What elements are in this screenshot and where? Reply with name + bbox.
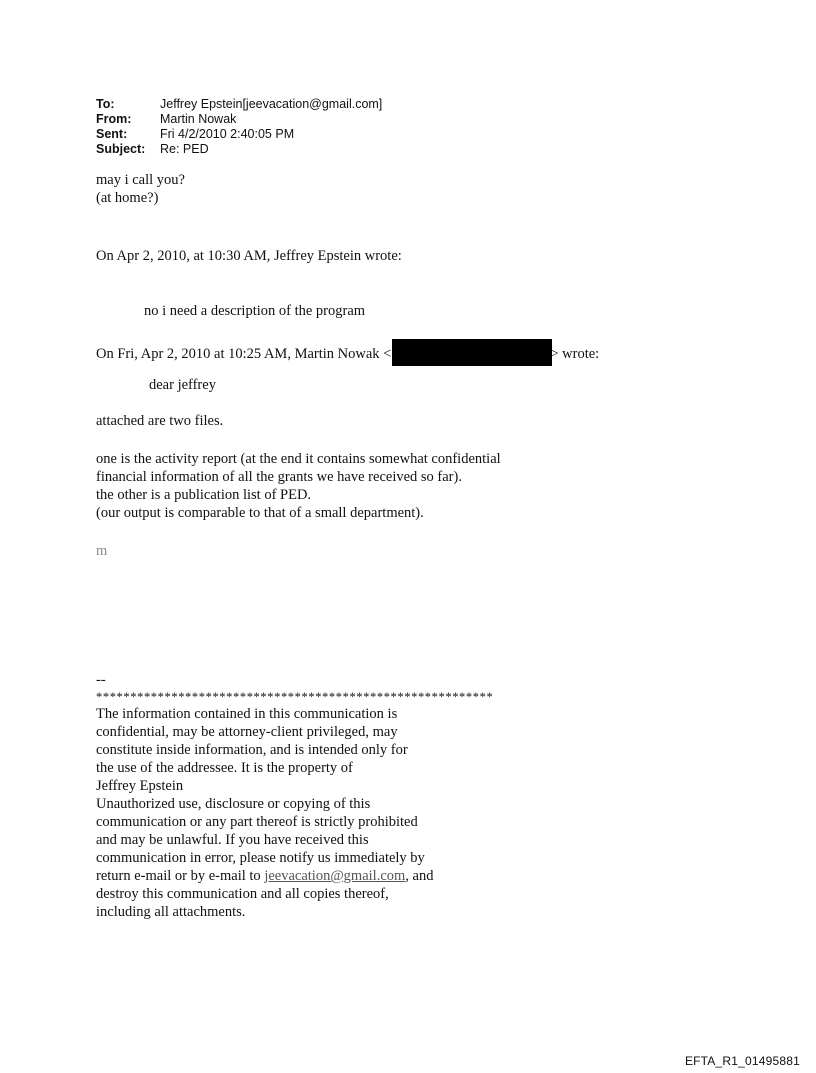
email-header bbox=[96, 97, 382, 157]
subject-value: Re: PED bbox=[160, 142, 209, 156]
separator-stars: ********************************************************** bbox=[96, 690, 494, 704]
from-value: Martin Nowak bbox=[160, 112, 237, 126]
from-label: From: bbox=[96, 112, 132, 126]
quote1-header: On Apr 2, 2010, at 10:30 AM, Jeffrey Epstein wrote: bbox=[96, 248, 402, 264]
to-value: Jeffrey Epstein[jeevacation@gmail.com] bbox=[160, 97, 383, 111]
sent-label: Sent: bbox=[96, 127, 128, 141]
details-line: one is the activity report (at the end it contains somewhat confidential bbox=[96, 451, 501, 467]
disclaimer-line: Unauthorized use, disclosure or copying of this bbox=[96, 796, 371, 812]
disclaimer-line: confidential, may be attorney-client privileged, may bbox=[96, 724, 398, 740]
disclaimer-line: The information contained in this communication is bbox=[96, 706, 398, 722]
separator-dash: -- bbox=[96, 672, 106, 688]
disclaimer-line: Jeffrey Epstein bbox=[96, 778, 184, 794]
disclaimer-line: constitute inside information, and is intended only for bbox=[96, 742, 408, 758]
header-sent-row bbox=[96, 127, 382, 142]
attached-text: attached are two files. bbox=[96, 413, 224, 429]
quote2-header bbox=[96, 339, 599, 366]
quote2-header-prefix: On Fri, Apr 2, 2010 at 10:25 AM, Martin Nowak < bbox=[96, 346, 392, 362]
details-line: financial information of all the grants we have received so far). bbox=[96, 469, 462, 485]
disclaimer-line: including all attachments. bbox=[96, 904, 246, 920]
disclaimer-line: and may be unlawful. If you have received this bbox=[96, 832, 369, 848]
sent-value: Fri 4/2/2010 2:40:05 PM bbox=[160, 127, 295, 141]
header-from-row bbox=[96, 112, 382, 127]
reply-line: may i call you? bbox=[96, 172, 185, 188]
disclaimer-link-line bbox=[96, 867, 493, 885]
details-line: the other is a publication list of PED. bbox=[96, 487, 312, 503]
disclaimer bbox=[96, 671, 493, 921]
disclaimer-line: the use of the addressee. It is the property of bbox=[96, 760, 353, 776]
to-label: To: bbox=[96, 97, 115, 111]
header-subject-row bbox=[96, 142, 382, 157]
redaction-box bbox=[392, 339, 552, 366]
link-suffix: , and bbox=[405, 868, 434, 884]
disclaimer-line: destroy this communication and all copies thereof, bbox=[96, 886, 389, 902]
disclaimer-line: communication in error, please notify us immediately by bbox=[96, 850, 425, 866]
header-to-row bbox=[96, 97, 382, 112]
document-id: EFTA_R1_01495881 bbox=[684, 1054, 800, 1068]
signature: m bbox=[96, 543, 108, 559]
subject-label: Subject: bbox=[96, 142, 146, 156]
link-prefix: return e-mail or by e-mail to bbox=[96, 868, 265, 884]
disclaimer-line: communication or any part thereof is strictly prohibited bbox=[96, 814, 418, 830]
quote2-header-suffix: > wrote: bbox=[550, 346, 600, 362]
details-paragraph bbox=[96, 450, 501, 522]
details-line: (our output is comparable to that of a small department). bbox=[96, 505, 424, 521]
reply-line: (at home?) bbox=[96, 190, 159, 206]
email-link[interactable]: jeevacation@gmail.com bbox=[264, 868, 406, 884]
reply-text bbox=[96, 171, 185, 207]
quote1-text: no i need a description of the program bbox=[144, 303, 366, 319]
greeting: dear jeffrey bbox=[149, 377, 216, 393]
